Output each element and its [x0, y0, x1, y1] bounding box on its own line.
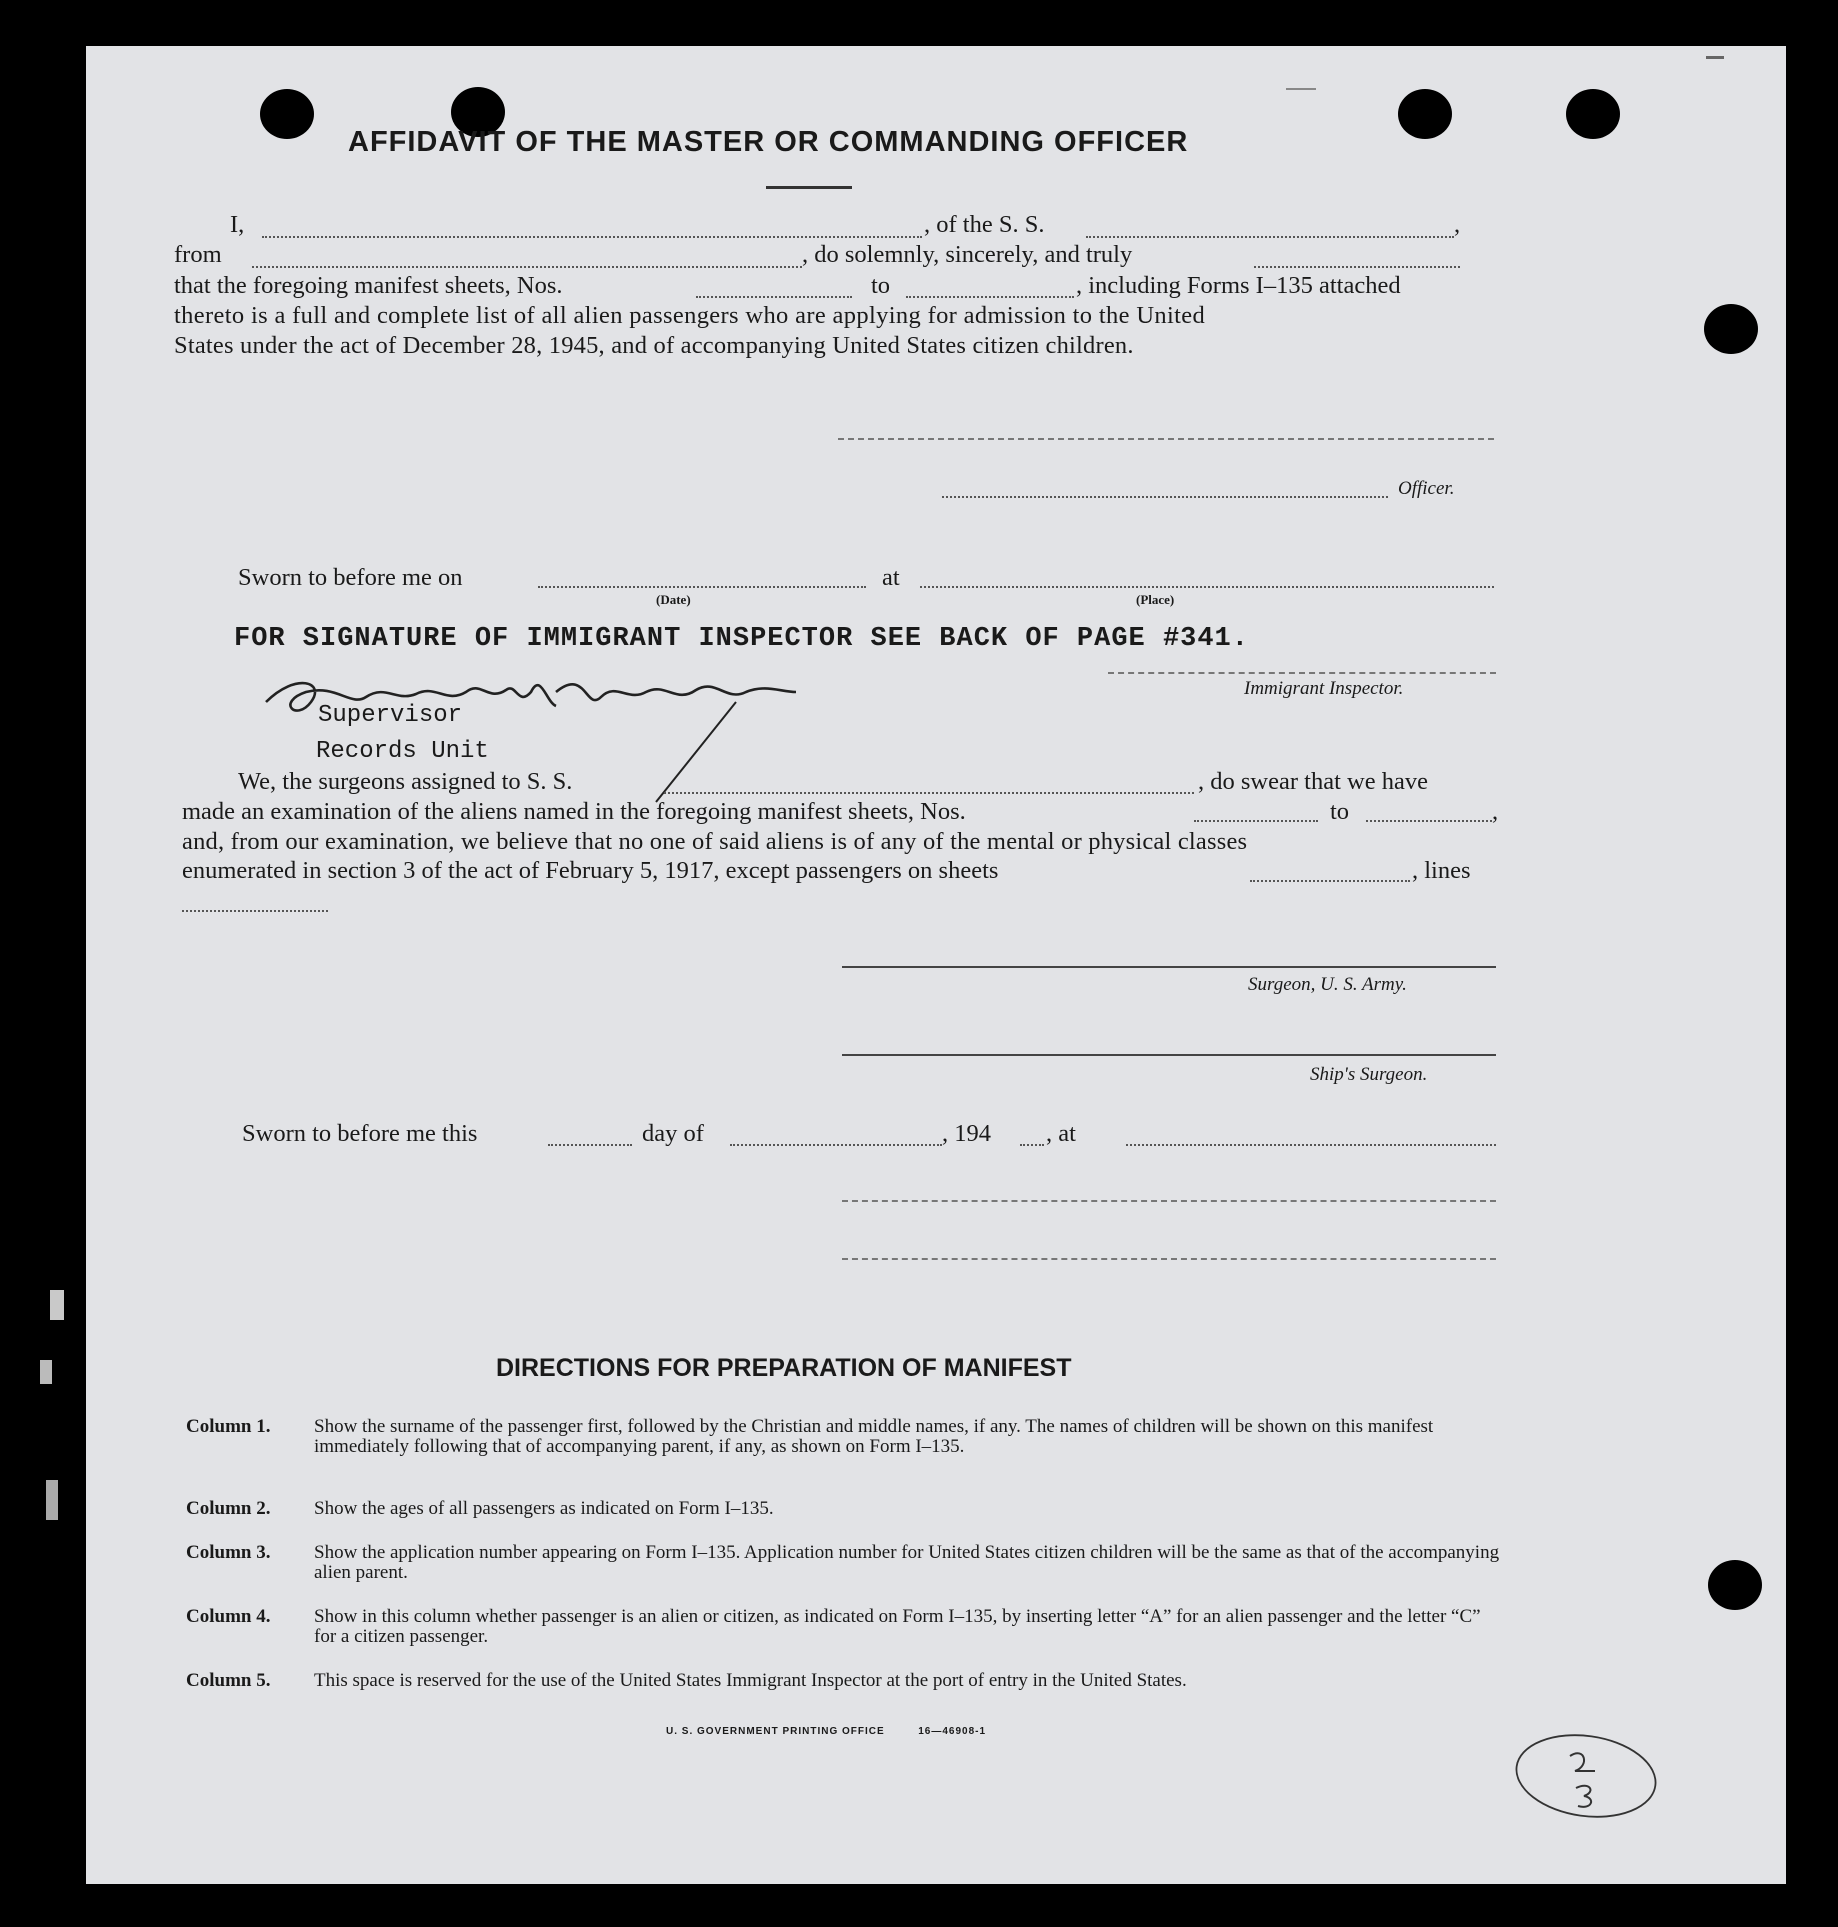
- punch-hole-icon: [1398, 89, 1452, 139]
- scan-artifact: [40, 1360, 52, 1384]
- surgeon-sheet-to-field[interactable]: [1366, 820, 1492, 822]
- classes-text: and, from our examination, we believe that no one of said aliens is of any of the mental or physical classes: [182, 828, 1248, 855]
- sworn-month-field[interactable]: [730, 1144, 942, 1146]
- edge-speck: [1286, 88, 1316, 90]
- column-5-label: Column 5.: [186, 1670, 271, 1691]
- form-page: [86, 46, 1786, 1884]
- officer-signature-line-1[interactable]: [838, 438, 1494, 440]
- solemnly-text: , do solemnly, sincerely, and truly: [802, 241, 1133, 268]
- column-4-text: Show in this column whether passenger is an alien or citizen, as indicated on Form I–135, by inserting letter “A” for an alien passenger and the letter “C” for a citizen passenger.: [314, 1606, 1481, 1647]
- master-name-field[interactable]: [262, 236, 922, 238]
- of-ss-label: , of the S. S.: [924, 211, 1045, 238]
- swear-text: , do swear that we have: [1198, 768, 1428, 795]
- punch-hole-icon: [1566, 89, 1620, 139]
- from-port-field[interactable]: [252, 266, 802, 268]
- surgeon-ship-field[interactable]: [664, 792, 1194, 794]
- sworn-place-2-field[interactable]: [1126, 1144, 1496, 1146]
- title-underline-mark: [766, 186, 852, 189]
- scan-artifact: [46, 1480, 58, 1520]
- sworn-day-field[interactable]: [548, 1144, 632, 1146]
- officer-signature-line-2[interactable]: [942, 496, 1388, 498]
- line1-end: ,: [1454, 211, 1461, 238]
- day-of-label: day of: [642, 1120, 704, 1147]
- scan-artifact: [50, 1290, 64, 1320]
- army-surgeon-signature-line[interactable]: [842, 966, 1496, 968]
- line1-i: I,: [230, 211, 245, 238]
- form-number: 16—46908-1: [918, 1726, 987, 1737]
- forms-attached-text: , including Forms I–135 attached: [1076, 272, 1401, 299]
- punch-hole-icon: [1704, 304, 1758, 354]
- sworn-at-label: at: [882, 564, 900, 591]
- edge-speck: [1706, 56, 1724, 59]
- column-4-label: Column 4.: [186, 1606, 271, 1627]
- inspector-signature-line[interactable]: [1108, 672, 1496, 674]
- except-sheets-field[interactable]: [1250, 880, 1410, 882]
- sworn-at-2-label: , at: [1046, 1120, 1076, 1147]
- sworn-year-field[interactable]: [1020, 1144, 1044, 1146]
- column-5-text: This space is reserved for the use of the United States Immigrant Inspector at the port of entry in the United States.: [314, 1670, 1187, 1691]
- sworn-text: Sworn to before me on: [238, 564, 463, 591]
- sheet-from-field[interactable]: [696, 296, 852, 298]
- inspector-stamp: FOR SIGNATURE OF IMMIGRANT INSPECTOR SEE BACK OF PAGE #341.: [234, 624, 1249, 654]
- circled-handwritten-mark-icon: [1510, 1726, 1670, 1826]
- typed-title-records-unit: Records Unit: [316, 738, 489, 765]
- printer-name: U. S. GOVERNMENT PRINTING OFFICE: [666, 1726, 885, 1737]
- sheet-to-field[interactable]: [906, 296, 1074, 298]
- column-2-text: Show the ages of all passengers as indicated on Form I–135.: [314, 1498, 774, 1519]
- year-label: , 194: [942, 1120, 991, 1147]
- place-caption: (Place): [1136, 592, 1175, 607]
- affidavit-title: AFFIDAVIT OF THE MASTER OR COMMANDING OFFICER: [348, 126, 1189, 158]
- surgeon-line2-end: ,: [1492, 798, 1499, 825]
- column-2-label: Column 2.: [186, 1498, 271, 1519]
- act-text: States under the act of December 28, 1945, and of accompanying United States citizen children.: [174, 332, 1134, 359]
- official-signature-line-2[interactable]: [842, 1258, 1496, 1260]
- directions-title: DIRECTIONS FOR PREPARATION OF MANIFEST: [496, 1354, 1072, 1382]
- thereto-text: thereto is a full and complete list of all alien passengers who are applying for admission to the United: [174, 302, 1206, 329]
- printer-imprint: [666, 1726, 986, 1737]
- section-text: enumerated in section 3 of the act of February 5, 1917, except passengers on sheets: [182, 857, 999, 884]
- column-3-text: Show the application number appearing on Form I–135. Application number for United States citizen children will be the same as that of the accompanying alien parent.: [314, 1542, 1500, 1583]
- from-label: from: [174, 241, 222, 268]
- lines-label: , lines: [1412, 857, 1471, 884]
- sworn-this-text: Sworn to before me this: [242, 1120, 478, 1147]
- ship-surgeon-signature-line[interactable]: [842, 1054, 1496, 1056]
- column-1-text: Show the surname of the passenger first, followed by the Christian and middle names, if any. The names of children will be shown on this manifest immediately following that of accompanying parent, if any, as shown on Form I–135.: [314, 1416, 1434, 1457]
- punch-hole-icon: [1708, 1560, 1762, 1610]
- examination-text: made an examination of the aliens named in the foregoing manifest sheets, Nos.: [182, 798, 966, 825]
- sworn-place-field[interactable]: [920, 586, 1494, 588]
- affidavit-line-1: [230, 211, 244, 239]
- surgeon-to-label: to: [1330, 798, 1350, 825]
- truly-field[interactable]: [1254, 266, 1460, 268]
- date-caption: (Date): [656, 592, 691, 607]
- sworn-date-field[interactable]: [538, 586, 866, 588]
- ship-name-field[interactable]: [1086, 236, 1454, 238]
- column-3-label: Column 3.: [186, 1542, 271, 1563]
- official-signature-line-1[interactable]: [842, 1200, 1496, 1202]
- surgeons-line-1: We, the surgeons assigned to S. S.: [238, 768, 573, 795]
- except-lines-field[interactable]: [182, 910, 328, 912]
- officer-label: Officer.: [1398, 478, 1455, 499]
- manifest-sheets-text: that the foregoing manifest sheets, Nos.: [174, 272, 563, 299]
- army-surgeon-label: Surgeon, U. S. Army.: [1248, 974, 1407, 995]
- punch-hole-icon: [260, 89, 314, 139]
- inspector-label: Immigrant Inspector.: [1244, 678, 1404, 699]
- typed-title-supervisor: Supervisor: [318, 702, 463, 729]
- to-label: to: [871, 272, 891, 299]
- ship-surgeon-label: Ship's Surgeon.: [1310, 1064, 1428, 1085]
- column-1-label: Column 1.: [186, 1416, 271, 1437]
- surgeon-sheet-from-field[interactable]: [1194, 820, 1318, 822]
